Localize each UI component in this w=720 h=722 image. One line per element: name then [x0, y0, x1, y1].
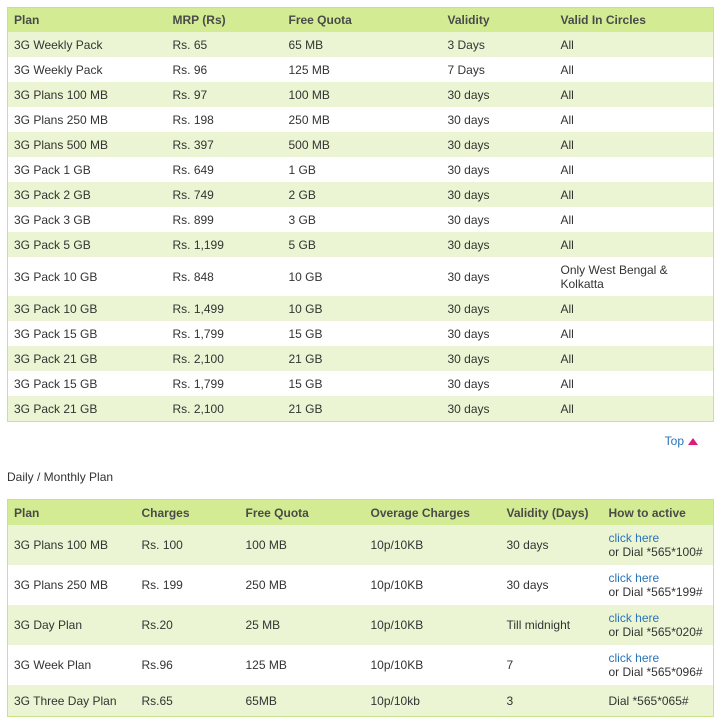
validity-cell: 30 days [442, 82, 555, 107]
click-here-link[interactable]: click here [608, 531, 660, 545]
plan-cell: 3G Three Day Plan [8, 685, 136, 717]
charges-cell: Rs.65 [136, 685, 240, 717]
overage-cell: 10p/10KB [365, 565, 501, 605]
how-to-active-cell [603, 605, 714, 645]
top-link-label: Top [664, 434, 684, 448]
validity-cell: 7 Days [442, 57, 555, 82]
circles-cell: Only West Bengal & Kolkatta [555, 257, 714, 296]
circles-cell: All [555, 32, 714, 57]
validity-cell: 30 days [501, 565, 603, 605]
mrp-cell: Rs. 1,199 [167, 232, 283, 257]
validity-cell: 30 days [442, 232, 555, 257]
table-row [8, 207, 714, 232]
overage-cell: 10p/10kb [365, 685, 501, 717]
daily-plans-table [7, 499, 714, 717]
mrp-cell: Rs. 848 [167, 257, 283, 296]
click-here-link[interactable]: click here [608, 651, 660, 665]
circles-cell: All [555, 107, 714, 132]
charges-cell: Rs. 199 [136, 565, 240, 605]
mrp-cell: Rs. 1,499 [167, 296, 283, 321]
click-here-link[interactable]: click here [608, 611, 660, 625]
dial-code: Dial *565*065# [608, 693, 689, 708]
dial-code: or Dial *565*100# [608, 545, 703, 559]
overage-cell: 10p/10KB [365, 645, 501, 685]
header-overage-charges: Overage Charges [365, 500, 501, 526]
circles-cell: All [555, 296, 714, 321]
table-row [8, 232, 714, 257]
free-quota-cell: 125 MB [283, 57, 442, 82]
charges-cell: Rs.96 [136, 645, 240, 685]
charges-cell: Rs. 100 [136, 525, 240, 565]
table-row [8, 605, 714, 645]
free-quota-cell: 250 MB [283, 107, 442, 132]
plans-table-header [8, 8, 714, 33]
validity-cell: 3 [501, 685, 603, 717]
table-row [8, 157, 714, 182]
charges-cell: Rs.20 [136, 605, 240, 645]
table-row [8, 565, 714, 605]
free-quota-cell: 500 MB [283, 132, 442, 157]
mrp-cell: Rs. 749 [167, 182, 283, 207]
mrp-cell: Rs. 96 [167, 57, 283, 82]
free-quota-cell: 15 GB [283, 371, 442, 396]
plan-cell: 3G Plans 100 MB [8, 525, 136, 565]
plan-cell: 3G Week Plan [8, 645, 136, 685]
header-plan: Plan [8, 500, 136, 526]
overage-cell: 10p/10KB [365, 525, 501, 565]
free-quota-cell: 65 MB [283, 32, 442, 57]
validity-cell: 30 days [442, 157, 555, 182]
table-row [8, 296, 714, 321]
validity-cell: 30 days [442, 257, 555, 296]
plan-cell: 3G Pack 21 GB [8, 396, 167, 422]
section-title: Daily / Monthly Plan [7, 470, 114, 484]
circles-cell: All [555, 157, 714, 182]
header-plan: Plan [8, 8, 167, 33]
header-validity: Validity [442, 8, 555, 33]
validity-cell: 30 days [442, 107, 555, 132]
plan-cell: 3G Plans 500 MB [8, 132, 167, 157]
table-row [8, 32, 714, 57]
how-to-active-cell [603, 565, 714, 605]
table-row [8, 182, 714, 207]
validity-cell: 30 days [442, 207, 555, 232]
table-row [8, 257, 714, 296]
header-mrp: MRP (Rs) [167, 8, 283, 33]
table-row [8, 685, 714, 717]
validity-cell: Till midnight [501, 605, 603, 645]
mrp-cell: Rs. 649 [167, 157, 283, 182]
mrp-cell: Rs. 97 [167, 82, 283, 107]
dial-code: or Dial *565*020# [608, 625, 703, 639]
plan-cell: 3G Pack 10 GB [8, 257, 167, 296]
free-quota-cell: 15 GB [283, 321, 442, 346]
circles-cell: All [555, 346, 714, 371]
plan-cell: 3G Weekly Pack [8, 57, 167, 82]
plan-cell: 3G Pack 3 GB [8, 207, 167, 232]
mrp-cell: Rs. 1,799 [167, 371, 283, 396]
validity-cell: 30 days [442, 182, 555, 207]
circles-cell: All [555, 132, 714, 157]
plan-cell: 3G Pack 15 GB [8, 371, 167, 396]
table-row [8, 132, 714, 157]
plan-cell: 3G Pack 10 GB [8, 296, 167, 321]
dial-code: or Dial *565*199# [608, 585, 703, 599]
mrp-cell: Rs. 1,799 [167, 321, 283, 346]
circles-cell: All [555, 182, 714, 207]
plan-cell: 3G Pack 21 GB [8, 346, 167, 371]
free-quota-cell: 21 GB [283, 396, 442, 422]
validity-cell: 30 days [442, 132, 555, 157]
circles-cell: All [555, 232, 714, 257]
header-valid-in-circles: Valid In Circles [555, 8, 714, 33]
dial-code: or Dial *565*096# [608, 665, 703, 679]
free-quota-cell: 100 MB [283, 82, 442, 107]
free-quota-cell: 10 GB [283, 257, 442, 296]
table-row [8, 107, 714, 132]
daily-table-header [8, 500, 714, 526]
free-quota-cell: 5 GB [283, 232, 442, 257]
free-quota-cell: 100 MB [240, 525, 365, 565]
validity-cell: 7 [501, 645, 603, 685]
circles-cell: All [555, 207, 714, 232]
validity-cell: 30 days [442, 321, 555, 346]
table-row [8, 82, 714, 107]
free-quota-cell: 2 GB [283, 182, 442, 207]
validity-cell: 3 Days [442, 32, 555, 57]
plan-cell: 3G Pack 15 GB [8, 321, 167, 346]
table-row [8, 396, 714, 422]
table-row [8, 645, 714, 685]
table-row [8, 346, 714, 371]
circles-cell: All [555, 371, 714, 396]
arrow-up-icon [688, 438, 698, 445]
free-quota-cell: 250 MB [240, 565, 365, 605]
plans-table [7, 7, 714, 422]
top-link[interactable] [665, 434, 698, 448]
table-row [8, 525, 714, 565]
how-to-active-cell [603, 685, 714, 717]
circles-cell: All [555, 82, 714, 107]
circles-cell: All [555, 321, 714, 346]
plan-cell: 3G Plans 250 MB [8, 565, 136, 605]
plan-cell: 3G Weekly Pack [8, 32, 167, 57]
free-quota-cell: 21 GB [283, 346, 442, 371]
mrp-cell: Rs. 2,100 [167, 346, 283, 371]
header-free-quota: Free Quota [283, 8, 442, 33]
free-quota-cell: 3 GB [283, 207, 442, 232]
free-quota-cell: 10 GB [283, 296, 442, 321]
validity-cell: 30 days [442, 296, 555, 321]
free-quota-cell: 125 MB [240, 645, 365, 685]
free-quota-cell: 25 MB [240, 605, 365, 645]
plan-cell: 3G Day Plan [8, 605, 136, 645]
mrp-cell: Rs. 397 [167, 132, 283, 157]
header-validity-days: Validity (Days) [501, 500, 603, 526]
free-quota-cell: 1 GB [283, 157, 442, 182]
table-row [8, 371, 714, 396]
plan-cell: 3G Plans 100 MB [8, 82, 167, 107]
plan-cell: 3G Pack 1 GB [8, 157, 167, 182]
plan-cell: 3G Pack 2 GB [8, 182, 167, 207]
table-row [8, 57, 714, 82]
mrp-cell: Rs. 65 [167, 32, 283, 57]
header-how-to-active: How to active [603, 500, 714, 526]
circles-cell: All [555, 57, 714, 82]
overage-cell: 10p/10KB [365, 605, 501, 645]
validity-cell: 30 days [442, 396, 555, 422]
validity-cell: 30 days [442, 371, 555, 396]
circles-cell: All [555, 396, 714, 422]
header-charges: Charges [136, 500, 240, 526]
validity-cell: 30 days [442, 346, 555, 371]
how-to-active-cell [603, 525, 714, 565]
header-free-quota: Free Quota [240, 500, 365, 526]
mrp-cell: Rs. 198 [167, 107, 283, 132]
free-quota-cell: 65MB [240, 685, 365, 717]
how-to-active-cell [603, 645, 714, 685]
plan-cell: 3G Plans 250 MB [8, 107, 167, 132]
plan-cell: 3G Pack 5 GB [8, 232, 167, 257]
click-here-link[interactable]: click here [608, 571, 660, 585]
validity-cell: 30 days [501, 525, 603, 565]
mrp-cell: Rs. 2,100 [167, 396, 283, 422]
table-row [8, 321, 714, 346]
mrp-cell: Rs. 899 [167, 207, 283, 232]
